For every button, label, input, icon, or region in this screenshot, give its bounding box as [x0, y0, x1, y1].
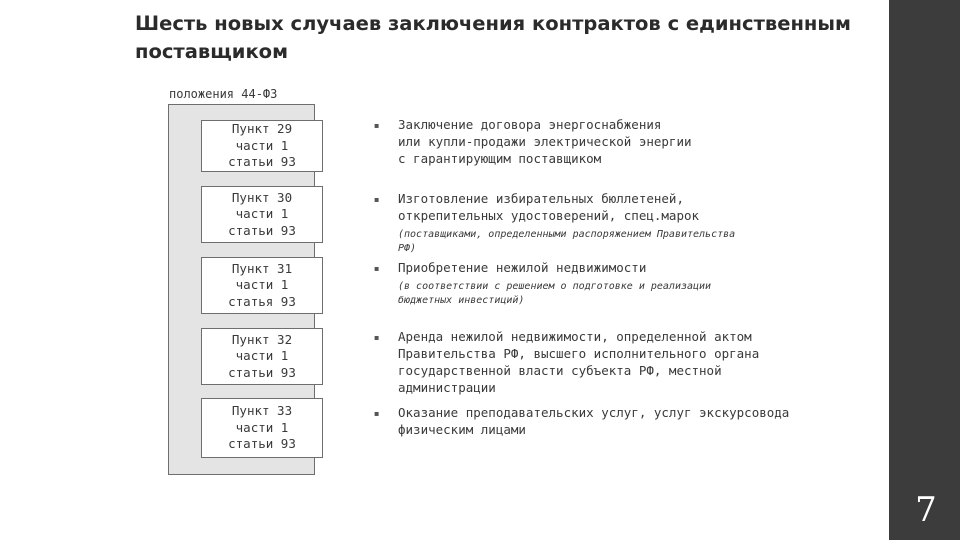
right-sidebar — [889, 0, 960, 540]
clause-line: статья 93 — [228, 293, 296, 309]
bullet-icon: ▪ — [374, 195, 380, 204]
clause-line: статьи 93 — [228, 436, 296, 452]
clause-box-31 — [201, 257, 323, 314]
clause-box-33 — [201, 398, 323, 458]
clause-line: Пункт 29 — [231, 121, 293, 137]
clause-box-32 — [201, 328, 323, 385]
clause-line: статьи 93 — [228, 364, 296, 380]
clause-line: Пункт 32 — [231, 331, 293, 347]
clause-line: Пункт 31 — [231, 260, 293, 276]
clause-box-29 — [201, 120, 323, 172]
item-text: Приобретение нежилой недвижимости — [398, 260, 647, 275]
item-note: (поставщиками, определенными распоряжением Правительства РФ) — [398, 229, 736, 254]
clause-box-30 — [201, 186, 323, 243]
bullet-icon: ▪ — [374, 264, 380, 273]
item-text: Изготовление избирательных бюллетеней, открепительных удостоверений, спец.марок — [398, 191, 700, 223]
item-description — [398, 328, 818, 396]
item-text: Аренда нежилой недвижимости, определенной актом Правительства РФ, высшего исполнительного органа государственной власти субъекта РФ, местной администрации — [398, 329, 760, 395]
clause-line: статьи 93 — [228, 222, 296, 238]
item-note: (в соответствии с решением о подготовке и реализации бюджетных инвестиций) — [398, 281, 712, 306]
clause-line: части 1 — [235, 137, 289, 153]
item-text: Заключение договора энергоснабжения или купли-продажи электрической энергии с гарантирующим поставщиком — [398, 117, 692, 166]
section-label: положения 44-ФЗ — [169, 87, 278, 101]
item-description — [398, 404, 818, 438]
clause-line: Пункт 30 — [231, 189, 293, 205]
clause-line: части 1 — [235, 419, 289, 435]
slide-title: Шесть новых случаев заключения контрактов с единственным поставщиком — [135, 12, 851, 63]
clause-line: части 1 — [235, 348, 289, 364]
clause-line: части 1 — [235, 277, 289, 293]
item-description — [398, 190, 818, 256]
item-description — [398, 116, 818, 167]
bullet-icon: ▪ — [374, 333, 380, 342]
item-description — [398, 259, 818, 308]
item-text: Оказание преподавательских услуг, услуг экскурсовода физическим лицами — [398, 405, 790, 437]
clause-line: статьи 93 — [228, 154, 296, 170]
bullet-icon: ▪ — [374, 121, 380, 130]
clause-line: части 1 — [235, 206, 289, 222]
clause-line: Пункт 33 — [231, 403, 293, 419]
page-number: 7 — [915, 490, 937, 530]
bullet-icon: ▪ — [374, 409, 380, 418]
